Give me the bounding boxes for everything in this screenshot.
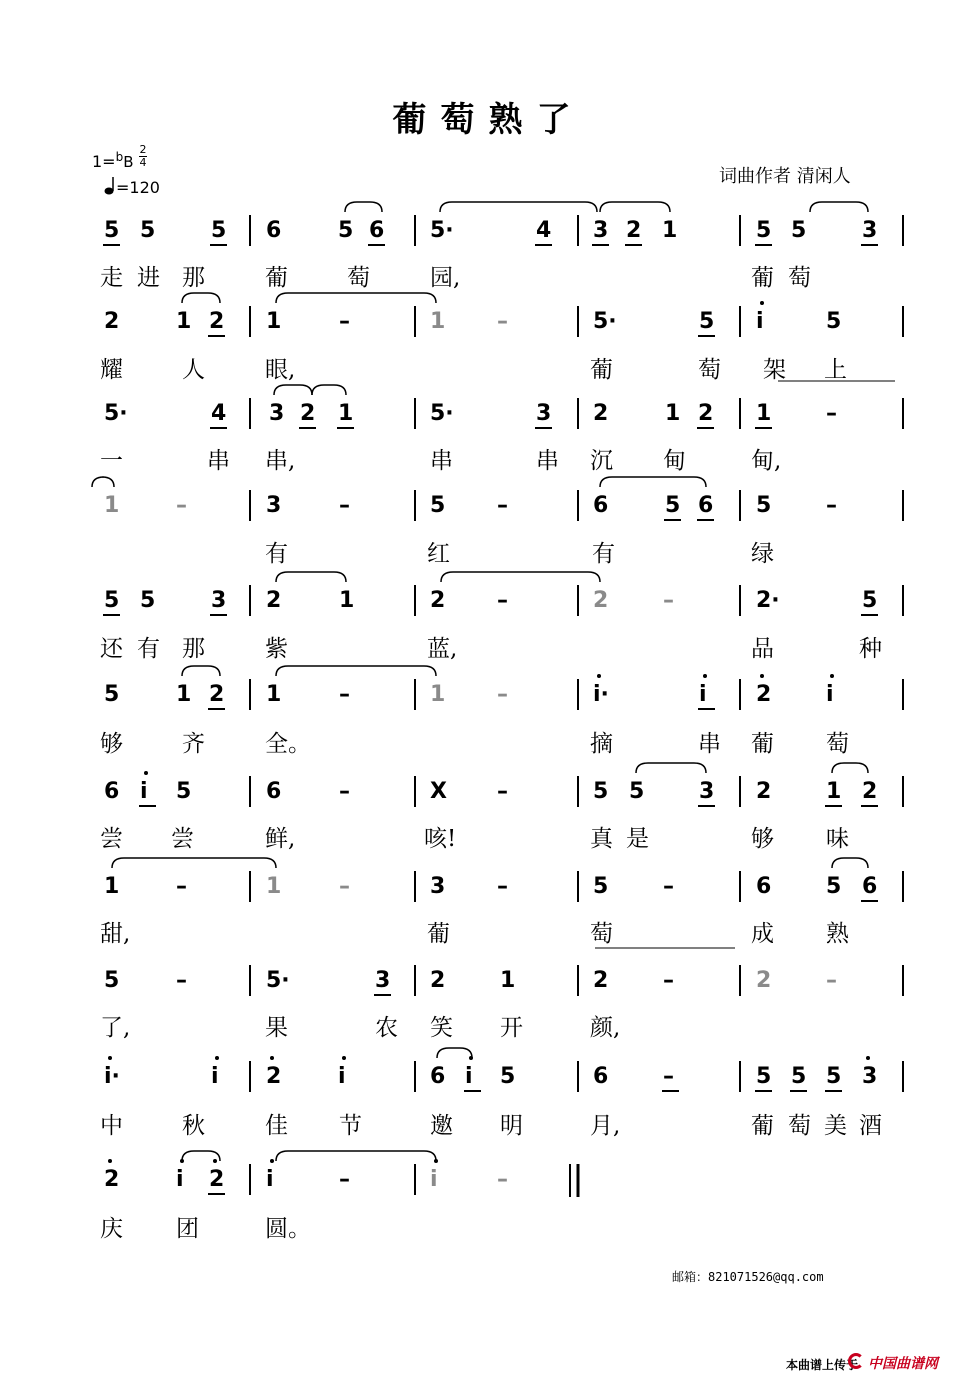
lyric-syllable: 萄 xyxy=(347,265,370,291)
note: 1 xyxy=(104,493,120,518)
lyric-syllable: 酒 xyxy=(859,1113,882,1139)
slur xyxy=(276,666,436,676)
slur xyxy=(441,572,600,582)
note: 5 xyxy=(593,779,609,804)
note: 5 xyxy=(104,218,120,243)
lyric-syllable: 萄 xyxy=(788,265,811,291)
slur xyxy=(600,202,670,212)
note: – xyxy=(176,968,187,993)
lyric-syllable: 那 xyxy=(182,265,205,291)
time-denominator: 4 xyxy=(139,156,147,169)
lyric-syllable: 萄 xyxy=(788,1113,811,1139)
note: 1 xyxy=(266,309,282,334)
note: – xyxy=(826,401,837,426)
note: 6 xyxy=(266,779,282,804)
note: 1 xyxy=(104,874,120,899)
note: 4 xyxy=(536,218,552,243)
note: 5 xyxy=(826,1064,842,1089)
note: – xyxy=(339,874,350,899)
lyric-syllable: 真 xyxy=(590,826,613,852)
note: i xyxy=(699,682,707,707)
note: 1 xyxy=(430,682,446,707)
lyric-syllable: 绿 xyxy=(751,541,774,567)
lyric-syllable: 有 xyxy=(137,636,160,662)
slur xyxy=(810,202,868,212)
note: 2 xyxy=(756,682,772,707)
octave-dot xyxy=(108,1056,112,1060)
lyric-syllable: 美 xyxy=(824,1113,847,1139)
lyric-syllable: 团 xyxy=(176,1216,199,1242)
song-title: 葡萄熟了 xyxy=(392,100,585,140)
note: i xyxy=(176,1167,184,1192)
lyric-syllable: 耀 xyxy=(100,357,123,383)
note: 5 xyxy=(211,218,227,243)
slur xyxy=(276,1151,436,1161)
lyric-syllable: 葡 xyxy=(265,265,288,291)
slur xyxy=(274,385,312,395)
lyric-syllable: 萄 xyxy=(698,357,721,383)
octave-dot xyxy=(760,674,764,678)
lyric-syllable: 走 xyxy=(100,265,123,291)
note: 5 xyxy=(791,218,807,243)
octave-dot xyxy=(830,674,834,678)
lyric-syllable: 秋 xyxy=(182,1113,205,1139)
octave-dot xyxy=(342,1056,346,1060)
lyric-syllable: 沉 xyxy=(590,448,613,474)
lyric-syllable: 是 xyxy=(626,826,649,852)
note: 2 xyxy=(300,401,316,426)
slur xyxy=(112,858,276,868)
note: 2 xyxy=(593,968,609,993)
site-logo-icon xyxy=(848,1353,864,1369)
note: – xyxy=(339,1167,350,1192)
slur xyxy=(92,477,114,487)
note: 3 xyxy=(862,1064,878,1089)
slur xyxy=(437,1048,472,1058)
lyric-syllable: 紫 xyxy=(265,636,288,662)
note: 2 xyxy=(266,588,282,613)
lyric-syllable: 全。 xyxy=(265,731,311,757)
note: 2 xyxy=(209,309,225,334)
octave-dot xyxy=(270,1056,274,1060)
note: – xyxy=(176,874,187,899)
note: 2 xyxy=(266,1064,282,1089)
note: 2 xyxy=(756,968,772,993)
note: i xyxy=(430,1167,438,1192)
lyric-syllable: 进 xyxy=(137,265,160,291)
note: – xyxy=(497,588,508,613)
note: 5 xyxy=(593,874,609,899)
lyric-syllable: 人 xyxy=(182,357,205,383)
lyric-syllable: 串 xyxy=(536,448,559,474)
lyric-syllable: 上 xyxy=(824,357,847,383)
octave-dot xyxy=(213,1159,217,1163)
note: – xyxy=(497,309,508,334)
lyric-syllable: 一 xyxy=(100,448,123,474)
upload-credit: 本曲谱上传于 xyxy=(786,1358,859,1372)
lyric-syllable: 葡 xyxy=(590,357,613,383)
note: 5 xyxy=(756,1064,772,1089)
note: 1 xyxy=(500,968,516,993)
contact-email: 邮箱：821071526@qq.com xyxy=(672,1270,824,1284)
note: 1 xyxy=(430,309,446,334)
lyric-syllable: 农 xyxy=(375,1015,398,1041)
note: i xyxy=(211,1064,219,1089)
note: 6 xyxy=(593,1064,609,1089)
note: i xyxy=(338,1064,346,1089)
lyric-syllable: 摘 xyxy=(590,731,613,757)
lyric-syllable: 还 xyxy=(100,636,123,662)
note: 5 xyxy=(665,493,681,518)
note: 5 xyxy=(104,968,120,993)
lyric-syllable: 串 xyxy=(207,448,230,474)
note: – xyxy=(497,682,508,707)
octave-dot xyxy=(270,1159,274,1163)
note: – xyxy=(826,968,837,993)
note: – xyxy=(339,493,350,518)
lyric-syllable: 园, xyxy=(430,265,461,291)
note: – xyxy=(339,309,350,334)
note: 5 xyxy=(756,493,772,518)
lyric-syllable: 那 xyxy=(182,636,205,662)
slur xyxy=(636,763,706,773)
lyric-syllable: 颜, xyxy=(590,1015,621,1041)
note: 6 xyxy=(369,218,385,243)
note: 6 xyxy=(266,218,282,243)
note: 5 xyxy=(104,682,120,707)
note: 2 xyxy=(430,588,446,613)
slur xyxy=(832,858,868,868)
note: 2 xyxy=(104,309,120,334)
note: – xyxy=(663,968,674,993)
lyric-syllable: 圆。 xyxy=(265,1216,311,1242)
note: – xyxy=(497,493,508,518)
note: 3 xyxy=(593,218,609,243)
note: 2· xyxy=(756,588,780,613)
octave-dot xyxy=(144,771,148,775)
note: 1 xyxy=(756,401,772,426)
note: 5 xyxy=(699,309,715,334)
lyric-syllable: 佳 xyxy=(265,1113,288,1139)
note: – xyxy=(497,779,508,804)
note: 5 xyxy=(338,218,354,243)
octave-dot xyxy=(760,301,764,305)
note: 2 xyxy=(626,218,642,243)
note: 5· xyxy=(430,218,454,243)
time-numerator: 2 xyxy=(139,143,147,156)
note: 5· xyxy=(430,401,454,426)
octave-dot xyxy=(703,674,707,678)
note: 3 xyxy=(375,968,391,993)
note: 2 xyxy=(593,401,609,426)
lyric-syllable: 了, xyxy=(100,1015,131,1041)
lyric-syllable: 成 xyxy=(751,921,774,947)
lyric-syllable: 中 xyxy=(100,1113,123,1139)
lyric-syllable: 邀 xyxy=(430,1113,453,1139)
note: 1 xyxy=(339,588,355,613)
octave-dot xyxy=(866,1056,870,1060)
note: 5 xyxy=(756,218,772,243)
note: 6 xyxy=(593,493,609,518)
note: 5 xyxy=(826,874,842,899)
note: 5 xyxy=(791,1064,807,1089)
note: 6 xyxy=(430,1064,446,1089)
slur xyxy=(312,385,346,395)
lyric-syllable: 够 xyxy=(751,826,774,852)
note: 1 xyxy=(665,401,681,426)
octave-dot xyxy=(108,1159,112,1163)
lyric-syllable: 品 xyxy=(751,636,774,662)
slur xyxy=(276,293,436,303)
note: – xyxy=(176,493,187,518)
lyric-syllable: 有 xyxy=(592,541,615,567)
slur xyxy=(345,202,382,212)
note: 1 xyxy=(176,682,192,707)
lyric-syllable: 萄 xyxy=(826,731,849,757)
lyric-syllable: 节 xyxy=(339,1113,362,1139)
lyric-syllable: 庆 xyxy=(100,1216,123,1242)
note: – xyxy=(339,779,350,804)
lyric-syllable: 眼, xyxy=(265,357,296,383)
lyric-syllable: 葡 xyxy=(751,1113,774,1139)
note: 5 xyxy=(862,588,878,613)
note: 6 xyxy=(756,874,772,899)
slur xyxy=(832,763,868,773)
lyric-syllable: 串, xyxy=(265,448,296,474)
lyric-syllable: 架 xyxy=(763,357,786,383)
note: X xyxy=(430,779,447,804)
note: 1 xyxy=(338,401,354,426)
slur xyxy=(440,202,597,212)
note: 1 xyxy=(266,874,282,899)
site-logo-text: 中国曲谱网 xyxy=(868,1356,938,1372)
note: 5 xyxy=(500,1064,516,1089)
lyric-syllable: 萄 xyxy=(590,921,613,947)
lyric-syllable: 果 xyxy=(265,1015,288,1041)
lyric-syllable: 齐 xyxy=(182,731,205,757)
slur xyxy=(182,293,220,303)
note: – xyxy=(339,682,350,707)
lyric-syllable: 葡 xyxy=(751,265,774,291)
note: – xyxy=(826,493,837,518)
slur xyxy=(182,666,220,676)
note: – xyxy=(663,1064,674,1089)
note: 1 xyxy=(266,682,282,707)
note: 3 xyxy=(536,401,552,426)
note: i xyxy=(465,1064,473,1089)
note: 5 xyxy=(140,588,156,613)
note: 5 xyxy=(430,493,446,518)
note: 2 xyxy=(698,401,714,426)
lyric-syllable: 红 xyxy=(427,541,450,567)
octave-dot xyxy=(597,674,601,678)
lyric-syllable: 葡 xyxy=(427,921,450,947)
note: – xyxy=(663,874,674,899)
note: 2 xyxy=(862,779,878,804)
note: 3 xyxy=(862,218,878,243)
note: 5· xyxy=(104,401,128,426)
note: 3 xyxy=(430,874,446,899)
lyric-syllable: 甸, xyxy=(751,448,782,474)
note: 1 xyxy=(826,779,842,804)
lyric-syllable: 串 xyxy=(698,731,721,757)
note: 5 xyxy=(826,309,842,334)
lyric-syllable: 笑 xyxy=(430,1015,453,1041)
key-note: B xyxy=(123,153,134,171)
lyric-syllable: 甸 xyxy=(663,448,686,474)
lyric-syllable: 尝 xyxy=(100,826,123,852)
lyric-syllable: 够 xyxy=(100,731,123,757)
note: 2 xyxy=(209,682,225,707)
lyric-syllable: 鲜, xyxy=(265,826,296,852)
note: i xyxy=(266,1167,274,1192)
note: 2 xyxy=(430,968,446,993)
note: i xyxy=(826,682,834,707)
note: – xyxy=(497,1167,508,1192)
lyric-syllable: 明 xyxy=(500,1113,523,1139)
note: 3 xyxy=(266,493,282,518)
slur xyxy=(276,572,346,582)
note: 6 xyxy=(104,779,120,804)
lyric-syllable: 月, xyxy=(590,1113,621,1139)
note: 3 xyxy=(269,401,285,426)
lyric-syllable: 味 xyxy=(826,826,849,852)
lyric-syllable: 咳! xyxy=(424,826,457,852)
key-prefix: 1= xyxy=(92,152,116,171)
lyric-syllable: 开 xyxy=(500,1015,523,1041)
note: – xyxy=(497,874,508,899)
composer-credit: 词曲作者 清闲人 xyxy=(719,166,851,187)
note: 6 xyxy=(698,493,714,518)
note: 1 xyxy=(662,218,678,243)
lyric-syllable: 熟 xyxy=(826,921,849,947)
note: i· xyxy=(104,1064,120,1089)
lyric-syllable: 有 xyxy=(265,541,288,567)
note: 2 xyxy=(209,1167,225,1192)
flat-sign: b xyxy=(115,150,124,164)
note: 5 xyxy=(629,779,645,804)
lyric-syllable: 蓝, xyxy=(427,636,458,662)
note: 5· xyxy=(266,968,290,993)
lyric-syllable: 种 xyxy=(859,636,882,662)
octave-dot xyxy=(215,1056,219,1060)
lyric-syllable: 串 xyxy=(430,448,453,474)
note: 2 xyxy=(104,1167,120,1192)
note: 3 xyxy=(211,588,227,613)
lyric-syllable: 甜, xyxy=(100,921,131,947)
note: i· xyxy=(593,682,609,707)
note: i xyxy=(140,779,148,804)
note: 5 xyxy=(176,779,192,804)
slur xyxy=(600,477,706,487)
note: 5· xyxy=(593,309,617,334)
note: 5 xyxy=(104,588,120,613)
note: 6 xyxy=(862,874,878,899)
note: 5 xyxy=(140,218,156,243)
note: i xyxy=(756,309,764,334)
lyric-syllable: 葡 xyxy=(751,731,774,757)
note: 1 xyxy=(176,309,192,334)
note: 3 xyxy=(699,779,715,804)
tempo-value: =120 xyxy=(116,178,160,197)
lyric-syllable: 尝 xyxy=(171,826,194,852)
note: 2 xyxy=(756,779,772,804)
note: – xyxy=(663,588,674,613)
note: 4 xyxy=(211,401,227,426)
note: 2 xyxy=(593,588,609,613)
